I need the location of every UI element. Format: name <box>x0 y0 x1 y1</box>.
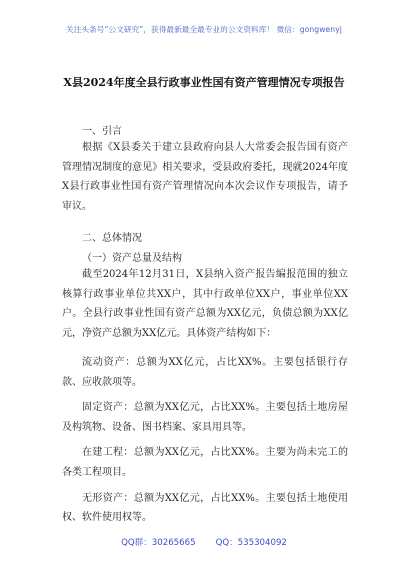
section-heading-introduction: 一、引言 <box>82 126 122 137</box>
header-banner: 关注头条号“公文研究”，获得最新最全最专业的公文资料库！ 微信：gongwenyj <box>66 25 342 34</box>
current-assets-paragraph: 流动资产：总额为XX亿元，占比XX%。主要包括银行存款、应收款项等。 <box>62 357 348 388</box>
overview-paragraph: 截至2024年12月31日，X县纳入资产报告编报范围的独立核算行政事业单位共XX户，其中行政单位XX户，事业单位XX户。全县行政事业性国有资产总额为XX亿元，负债总额为XX亿元，净资产总额为XX亿元。具体资产结构如下： <box>62 269 348 339</box>
overview-section <box>62 265 348 343</box>
qq-group-label: QQ群：30265665 <box>121 538 196 548</box>
construction-paragraph: 在建工程：总额为XX亿元，占比XX%。主要为尚未完工的各类工程项目。 <box>62 447 348 478</box>
intangible-assets-paragraph: 无形资产：总额为XX亿元，占比XX%。主要包括土地使用权、软件使用权等。 <box>62 492 348 524</box>
document-title: X县2024年度全县行政事业性国有资产管理情况专项报告 <box>63 76 345 89</box>
fixed-assets-paragraph: 固定资产：总额为XX亿元，占比XX%。主要包括土地房屋及构筑物、设备、图书档案、家具用具等。 <box>62 402 348 433</box>
footer-contact <box>0 536 408 548</box>
intro-paragraph: 根据《X县委关于建立县政府向县人大常委会报告国有资产管理情况制度的意见》相关要求，受县政府委托，现就2024年度X县行政事业性国有资产管理情况向本次会议作专项报告，请予审议。 <box>62 142 348 212</box>
asset-breakdown <box>62 353 348 528</box>
section-heading-overview: 二、总体情况 <box>82 233 142 244</box>
intro-section <box>62 138 348 216</box>
subsection-heading-asset-structure: （一）资产总量及结构 <box>82 253 182 264</box>
qq-contact-label: QQ：535304092 <box>215 538 287 548</box>
